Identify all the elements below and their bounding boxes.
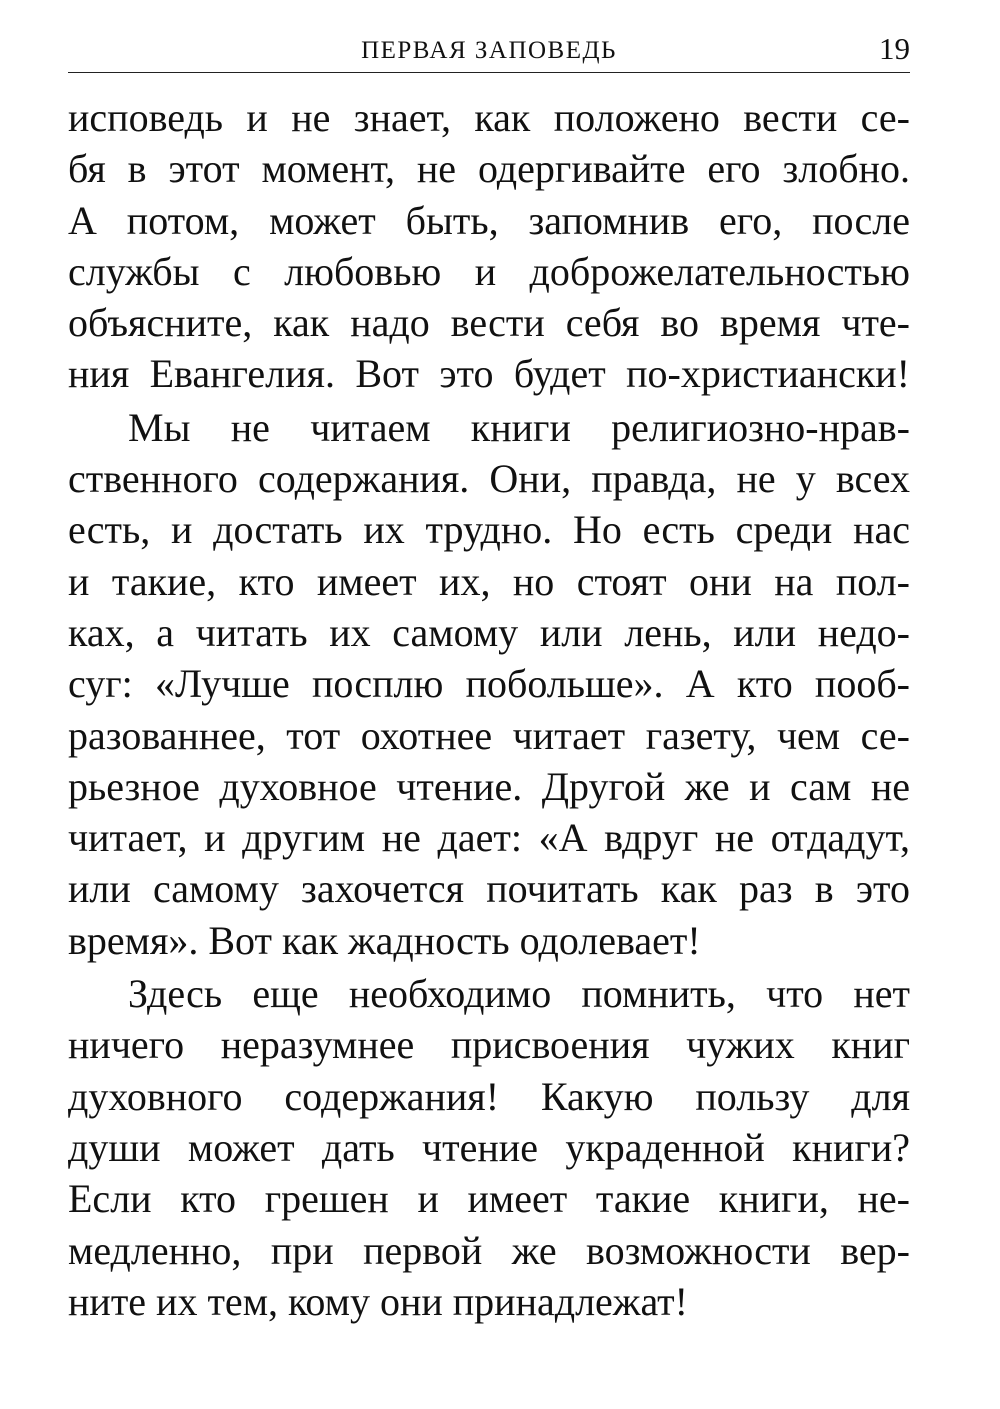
text-line: службы с любовью и доброжелательностью xyxy=(68,248,910,294)
text-line: и такие, кто имеет их, но стоят они на пол- xyxy=(68,558,910,604)
text-line: бя в этот момент, не одергивайте его злобно. xyxy=(68,146,910,192)
body-text xyxy=(68,92,910,1327)
text-line: ните их тем, кому они принадлежат! xyxy=(68,1278,688,1324)
text-line: Если кто грешен и имеет такие книги, не- xyxy=(68,1176,910,1222)
text-line: читает, и другим не дает: «А вдруг не отдадут, xyxy=(68,815,910,861)
text-line: разованнее, тот охотнее читает газету, чем се- xyxy=(68,712,910,758)
text-line: или самому захочется почитать как раз в это xyxy=(68,866,910,912)
text-line: Здесь еще необходимо помнить, что нет xyxy=(128,971,910,1017)
text-line: ничего неразумнее присвоения чужих книг xyxy=(68,1022,910,1068)
paragraph-3 xyxy=(68,968,910,1327)
text-line: ственного содержания. Они, правда, не у всех xyxy=(68,456,910,502)
text-line: время». Вот как жадность одолевает! xyxy=(68,917,701,963)
text-line: исповедь и не знает, как положено вести се- xyxy=(68,95,910,140)
paragraph-1 xyxy=(68,92,910,400)
text-line: души может дать чтение украденной книги? xyxy=(68,1124,910,1170)
paragraph-2 xyxy=(68,402,910,966)
text-line: есть, и достать их трудно. Но есть среди нас xyxy=(68,507,910,553)
running-title: ПЕРВАЯ ЗАПОВЕДЬ xyxy=(361,37,617,64)
text-line: ках, а читать их самому или лень, или недо- xyxy=(68,609,910,655)
page-number: 19 xyxy=(879,31,910,66)
text-line: ния Евангелия. Вот это будет по-христиански! xyxy=(68,351,910,397)
text-line: медленно, при первой же возможности вер- xyxy=(68,1227,910,1273)
text-line: А потом, может быть, запомнив его, после xyxy=(68,197,910,243)
text-line: рьезное духовное чтение. Другой же и сам не xyxy=(68,763,910,809)
text-line: Мы не читаем книги религиозно-нрав- xyxy=(128,404,910,450)
text-line: духовного содержания! Какую пользу для xyxy=(68,1073,910,1119)
header-rule xyxy=(68,72,910,73)
text-line: суг: «Лучше посплю побольше». А кто пооб- xyxy=(68,661,910,707)
running-head xyxy=(68,30,910,70)
text-line: объясните, как надо вести себя во время чте- xyxy=(68,300,910,346)
